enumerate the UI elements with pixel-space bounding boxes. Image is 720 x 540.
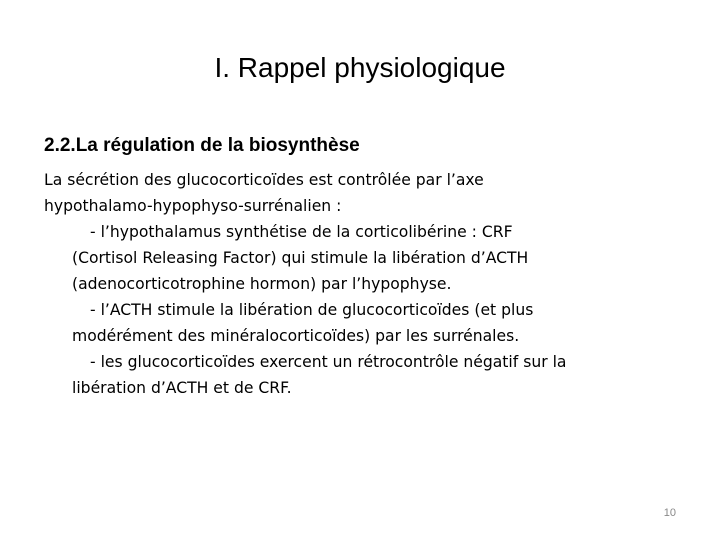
slide-title: I. Rappel physiologique: [214, 52, 506, 83]
bullet-hypothalamus-cont-2: (adenocorticotrophine hormon) par l’hypophyse.: [72, 275, 452, 293]
bullet-acth-cont: modérément des minéralocorticoïdes) par les surrénales.: [72, 327, 520, 345]
bullet-glucocorticoids-cont: libération d’ACTH et de CRF.: [72, 379, 292, 397]
section-subtitle: 2.2.La régulation de la biosynthèse: [44, 135, 360, 156]
body-line-intro-1: La sécrétion des glucocorticoïdes est contrôlée par l’axe: [44, 171, 484, 189]
bullet-acth: - l’ACTH stimule la libération de glucocorticoïdes (et plus: [90, 301, 534, 319]
body-text: [44, 167, 704, 401]
page-number: 10: [663, 507, 676, 519]
bullet-glucocorticoids: - les glucocorticoïdes exercent un rétrocontrôle négatif sur la: [90, 353, 567, 371]
body-line-intro-2: hypothalamo-hypophyso-surrénalien :: [44, 197, 342, 215]
bullet-hypothalamus-cont-1: (Cortisol Releasing Factor) qui stimule la libération d’ACTH: [72, 249, 529, 267]
bullet-hypothalamus: - l’hypothalamus synthétise de la corticolibérine : CRF: [90, 223, 513, 241]
